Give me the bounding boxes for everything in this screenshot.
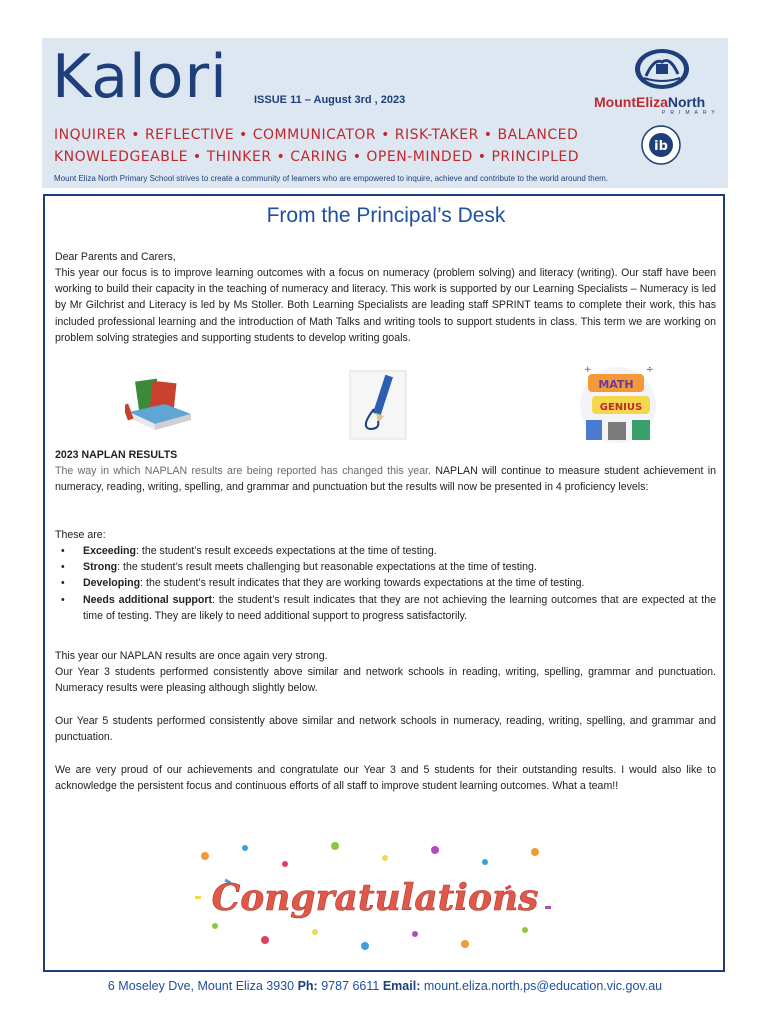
naplan-intro-grey: The way in which NAPLAN results are being reported has changed this year.	[55, 465, 431, 477]
svg-text:GENIUS: GENIUS	[599, 402, 643, 413]
level-term: Strong	[83, 561, 118, 574]
newsletter-banner	[42, 38, 728, 188]
congratulations-text: Congratulations	[211, 877, 539, 919]
results-strong-paragraph: This year our NAPLAN results are once again very strong.	[55, 650, 328, 662]
article-frame	[43, 194, 725, 972]
list-item: • Developing: the student’s result indicates that they are working towards expectations at the time of testing.	[61, 577, 585, 590]
svg-text:÷: ÷	[646, 365, 654, 375]
learner-attributes-line1: INQUIRER • REFLECTIVE • COMMUNICATOR • RISK-TAKER • BALANCED	[54, 127, 579, 143]
footer-phone-label: Ph:	[297, 979, 318, 993]
books-icon	[125, 376, 195, 431]
school-crest-logo	[632, 48, 692, 90]
year5-paragraph: Our Year 5 students performed consistently above similar and network schools in numeracy, reading, writing, spelling, and grammar and punctuation.	[55, 715, 716, 744]
school-name-part2: North	[667, 94, 706, 110]
naplan-heading: 2023 NAPLAN RESULTS	[55, 449, 178, 461]
level-term: Exceeding	[83, 545, 136, 557]
contact-footer	[0, 979, 770, 993]
year3-paragraph: Our Year 3 students performed consistently above similar and network schools in reading, writing, spelling, grammar and punctuation. Numeracy results were pleasing although slightly below.	[55, 666, 716, 695]
level-term: Needs additional support	[83, 593, 213, 606]
school-name-sub: PRIMARY	[662, 110, 720, 116]
ib-world-school-icon	[632, 124, 690, 166]
level-desc: : the student’s result exceeds expectations at the time of testing.	[136, 545, 437, 557]
school-name	[594, 94, 705, 110]
footer-email-label: Email:	[382, 979, 421, 993]
list-item: • Exceeding: the student’s result exceeds expectations at the time of testing.	[61, 545, 437, 557]
issue-label: ISSUE 11 – August 3rd , 2023	[254, 94, 406, 106]
greeting: Dear Parents and Carers,	[55, 251, 176, 263]
learner-attributes-line2: KNOWLEDGEABLE • THINKER • CARING • OPEN-MINDED • PRINCIPLED	[54, 149, 580, 165]
mission-statement: Mount Eliza North Primary School strives to create a community of learners who are empowered to inquire, achieve and contribute to the world around them.	[54, 174, 609, 183]
list-item: • Strong: the student’s result meets challenging but reasonable expectations at the time of testing.	[61, 561, 537, 574]
svg-text:MATH: MATH	[598, 378, 634, 391]
svg-text:ib: ib	[654, 139, 668, 154]
math-genius-illustration	[578, 360, 658, 450]
intro-paragraph: This year our focus is to improve learning outcomes with a focus on numeracy (problem solving) and literacy (writing). Our staff have been working to build their capacity in the teaching of numeracy and literacy. This work is supported by our Learning Specialists – Numeracy is led by Mr Gilchrist and Literacy is led by Ms Stoller. Both Learning Specialists are leading staff SPRINT teams to complete their work, this has included professional learning and the introduction of Math Talks and writing tools to support students in class. This term we are working on problem solving strategies and supporting students to develop writing goals.	[55, 267, 716, 344]
level-term: Developing	[83, 577, 141, 590]
level-desc: : the student’s result indicates that they are not achieving the learning outcomes that are expected at the time of testing. They are likely to need additional support to progress satisfactorily.	[83, 593, 716, 622]
proud-paragraph: We are very proud of our achievements and congratulate our Year 3 and 5 students for their outstanding results. I would also like to acknowledge the persistent focus and continuous efforts of all staff to improve student learning outcomes. What a team!!	[55, 764, 716, 793]
footer-address: 6 Moseley Dve, Mount Eliza 3930	[107, 979, 295, 993]
proficiency-levels-list	[55, 543, 716, 624]
congratulations-illustration	[185, 836, 565, 956]
naplan-intro	[55, 463, 716, 495]
newsletter-brand: Kalori	[52, 42, 228, 112]
list-item: • Needs additional support: the student’s result indicates that they are not achieving the learning outcomes that are expected at the time of testing. They are likely to need additional support to progress satisfactorily.	[61, 593, 716, 622]
naplan-intro-black: NAPLAN will continue to measure student achievement in numeracy, reading, writing, spelling, and grammar and punctuation but the results will now be presented in 4 proficiency levels:	[55, 465, 716, 494]
footer-phone: 9787 6611	[321, 979, 380, 993]
pencil-icon	[348, 369, 408, 441]
these-are-label: These are:	[55, 529, 106, 541]
footer-email-link[interactable]: mount.eliza.north.ps@education.vic.gov.au	[423, 979, 663, 993]
article-title: From the Principal’s Desk	[266, 204, 506, 227]
level-desc: : the student’s result meets challenging but reasonable expectations at the time of testing.	[117, 561, 537, 574]
svg-text:+: +	[584, 365, 592, 375]
level-desc: : the student’s result indicates that they are working towards expectations at the time of testing.	[140, 577, 585, 590]
school-name-part1: MountEliza	[594, 94, 668, 110]
